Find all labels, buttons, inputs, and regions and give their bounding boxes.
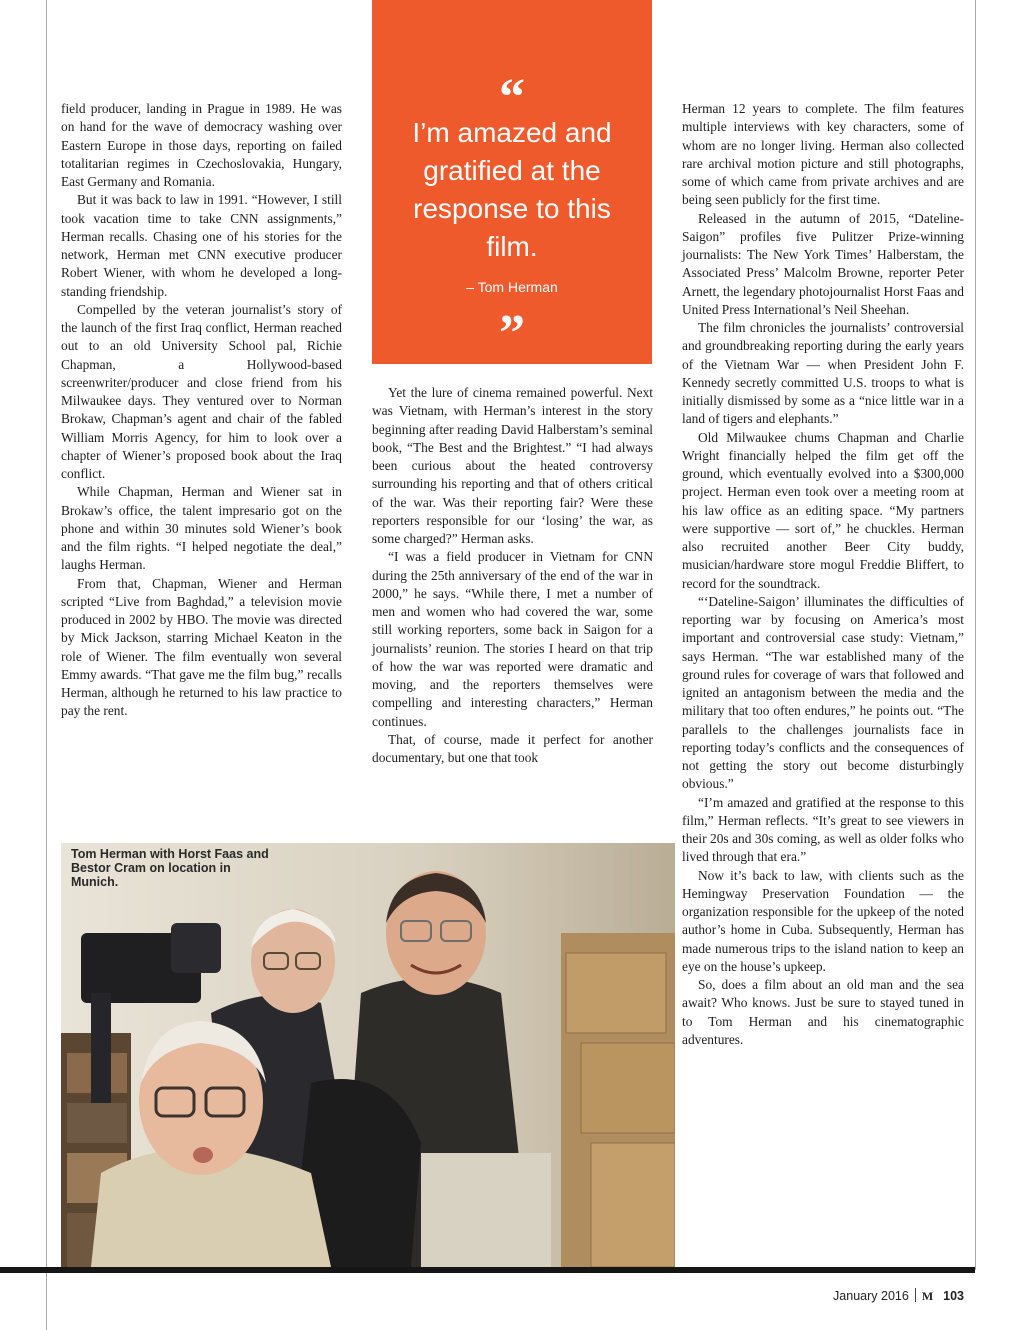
page-edge-rule-right bbox=[975, 0, 976, 1270]
text-column-1 bbox=[61, 100, 342, 721]
article-paragraph: The film chronicles the journalists’ controversial and groundbreaking reporting during the early years of the Vietnam War — when President John F. Kennedy secretly committed U.S. troops to what is initially dismissed by some as a “nice little war in a land of tigers and elephants.” bbox=[682, 320, 964, 427]
pull-quote-attribution: – Tom Herman bbox=[466, 279, 558, 295]
article-paragraph: From that, Chapman, Wiener and Herman scripted “Live from Baghdad,” a television movie produced in 2002 by HBO. The movie was directed by Mick Jackson, starring Michael Keaton in the role of Wiener. The film eventually won several Emmy awards. “That gave me the film bug,” recalls Herman, although he returned to his law practice to pay the rent. bbox=[61, 575, 342, 719]
article-paragraph: Herman 12 years to complete. The film features multiple interviews with key characters, some of whom are no longer living. Herman also collected rare archival motion picture and still photographs, some of which came from private archives and are being seen publicly for the first time. bbox=[682, 101, 964, 208]
article-paragraph: “I’m amazed and gratified at the response to this film,” Herman reflects. “It’s great to see viewers in their 20s and 30s coming, as well as older folks who lived through that era.” bbox=[682, 794, 964, 865]
bottom-bar bbox=[0, 1267, 975, 1273]
article-paragraph: Now it’s back to law, with clients such as the Hemingway Preservation Foundation — the organization responsible for the upkeep of the noted author’s home in Cuba. Subsequently, Herman has made numerous trips to the island nation to keep an eye on the house’s upkeep. bbox=[682, 867, 964, 974]
article-paragraph: So, does a film about an old man and the sea await? Who knows. Just be sure to stayed tuned in to Tom Herman and his cinematographic adventures. bbox=[682, 977, 964, 1047]
pull-quote-box bbox=[372, 0, 652, 364]
photo-image bbox=[61, 843, 675, 1267]
article-paragraph: field producer, landing in Prague in 1989. He was on hand for the wave of democracy washing over Eastern Europe in those days, reporting on failed totalitarian regimes in Czechoslovakia, Hungary, East Germany and Romania. bbox=[61, 101, 342, 189]
photo-caption: Tom Herman with Horst Faas and Bestor Cram on location in Munich. bbox=[71, 847, 269, 889]
page-edge-rule-left bbox=[46, 0, 47, 1330]
article-paragraph: “I was a field producer in Vietnam for CNN during the 25th anniversary of the end of the war in 2000,” he says. “While there, I met a number of men and women who had covered the war, some still working reporters, some back in Saigon for a journalists’ reunion. The stories I heard on that trip of how the war was reported were dramatic and moving, and the reporters themselves were compelling and interesting characters,” Herman continues. bbox=[372, 549, 653, 729]
article-paragraph: That, of course, made it perfect for another documentary, but one that took bbox=[372, 731, 653, 765]
close-quote-mark: ” bbox=[499, 305, 525, 362]
footer-divider bbox=[915, 1288, 916, 1302]
footer-issue-date: January 2016 bbox=[833, 1289, 909, 1303]
article-paragraph: Released in the autumn of 2015, “Dateline-Saigon” profiles five Pulitzer Prize-winning journalists: The New York Times’ Halberstam, the Associated Press’ Malcolm Browne, reporter Peter Arnett, the legendary photojournalist Horst Faas and United Press International’s Neil Sheehan. bbox=[682, 210, 964, 317]
article-paragraph: But it was back to law in 1991. “However, I still took vacation time to take CNN assignments,” Herman recalls. Chasing one of his stories for the network, Herman met CNN executive producer Robert Wiener, with whom he developed a long-standing friendship. bbox=[61, 192, 342, 299]
page-number: 103 bbox=[943, 1289, 964, 1303]
photo-tom-herman-horst-faas-bestor-cram bbox=[61, 843, 675, 1267]
page-footer bbox=[833, 1288, 964, 1304]
article-paragraph: Old Milwaukee chums Chapman and Charlie Wright financially helped the film get off the ground, which eventually evolved into a $300,000 project. Herman even took over a meeting room at his law office as an editing space. “My partners were supportive — sort of,” he chuckles. Herman also recruited another Beer City buddy, musician/hardware store mogul Freddie Bliffert, to record for the soundtrack. bbox=[682, 429, 964, 591]
text-column-3 bbox=[682, 100, 964, 1049]
article-paragraph: Yet the lure of cinema remained powerful. Next was Vietnam, with Herman’s interest in the story beginning after reading David Halberstam’s seminal book, “The Best and the Brightest.” “I had always been curious about the heated controversy surrounding his reporting and that of others critical of the war. Was their reporting fair? Were these reporters responsible for our ‘losing’ the war, as some charged?” Herman asks. bbox=[372, 385, 653, 546]
article-paragraph: While Chapman, Herman and Wiener sat in Brokaw’s office, the talent impresario got on the phone and within 30 minutes sold Wiener’s book and the film rights. “I helped negotiate the deal,” laughs Herman. bbox=[61, 484, 342, 573]
pull-quote-text: I’m amazed and gratified at the response to this film. bbox=[412, 117, 612, 262]
magazine-logo: M bbox=[921, 1289, 934, 1303]
text-column-2 bbox=[372, 384, 653, 767]
article-paragraph: Compelled by the veteran journalist’s story of the launch of the first Iraq conflict, Herman reached out to an old University School pal, Richie Chapman, a Hollywood-based screenwriter/producer and close friend from his Milwaukee days. They ventured over to Norman Brokaw, Chapman’s agent and chair of the fabled William Morris Agency, for him to look over a chapter of Wiener’s proposed book about the Iraq conflict. bbox=[61, 301, 342, 481]
open-quote-mark: “ bbox=[499, 69, 525, 126]
article-paragraph: “‘Dateline-Saigon’ illuminates the difficulties of reporting war by focusing on America’s most important and controversial case study: Vietnam,” says Herman. “The war established many of the ground rules for coverage of wars that followed and ignited an antagonism between the media and the military that too often endures,” he points out. “The parallels to the challenges journalists face in reporting today’s conflicts and the consequences of not getting the story out become disturbingly obvious.” bbox=[682, 593, 964, 792]
